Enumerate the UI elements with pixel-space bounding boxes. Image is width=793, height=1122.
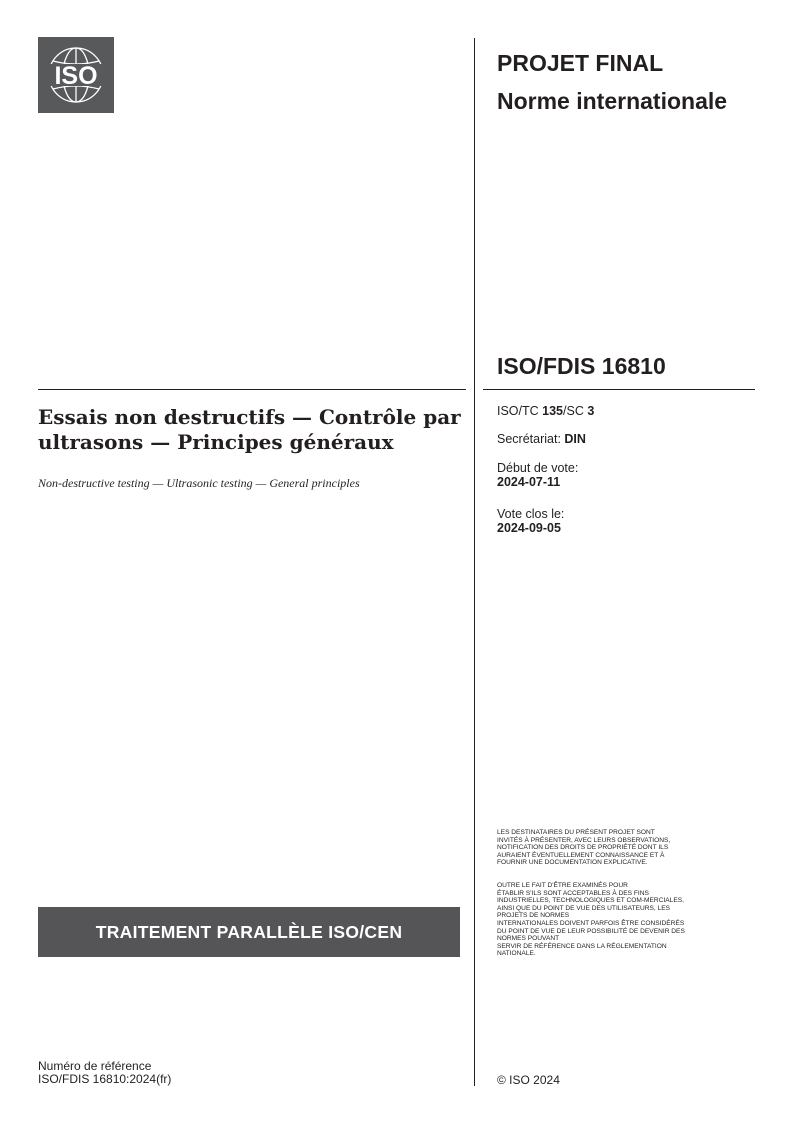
- iso-logo: [38, 37, 114, 113]
- standard-number: ISO/FDIS 16810: [497, 353, 666, 379]
- vote-start-date: 2024-07-11: [497, 475, 561, 489]
- vote-end-date: 2024-09-05: [497, 521, 561, 535]
- sc-prefix: /SC: [563, 404, 588, 418]
- notice-line: AURAIENT ÉVENTUELLEMENT CONNAISSANCE ET À: [497, 851, 665, 859]
- secretariat-value: DIN: [564, 432, 586, 446]
- logo-text: ISO: [54, 62, 98, 90]
- notice-line: INDUSTRIELLES, TECHNOLOGIQUES ET COM-MERCIALES,: [497, 897, 684, 905]
- notice-line: FOURNIR UNE DOCUMENTATION EXPLICATIVE.: [497, 859, 648, 867]
- title-english: Non-destructive testing — Ultrasonic testing — General principles: [38, 476, 360, 490]
- horizontal-divider-right: [483, 389, 755, 390]
- notice-line: LES DESTINATAIRES DU PRÉSENT PROJET SONT: [497, 829, 655, 836]
- secretariat-label: Secrétariat:: [497, 432, 565, 446]
- banner-text: TRAITEMENT PARALLÈLE ISO/CEN: [95, 921, 403, 942]
- committee-prefix: ISO/TC: [497, 404, 543, 418]
- reference-label: Numéro de référence: [38, 1059, 152, 1073]
- iso-globe-icon: [38, 37, 114, 113]
- header-projet-final: PROJET FINAL: [497, 50, 664, 76]
- reference-value: ISO/FDIS 16810:2024(fr): [38, 1072, 172, 1086]
- notice-paragraph-1: [497, 829, 759, 867]
- vertical-divider: [474, 38, 475, 1086]
- notice-line: NOTIFICATION DES DROITS DE PROPRIÉTÉ DONT ILS: [497, 844, 669, 852]
- notice-line: NORMES POUVANT: [497, 935, 560, 943]
- notice-line: PROJETS DE NORMES: [497, 912, 570, 920]
- parallel-processing-banner: [38, 907, 460, 957]
- notice-line: NATIONALE.: [497, 950, 536, 958]
- notice-line: DU POINT DE VUE DE LEUR POSSIBILITÉ DE DEVENIR DES: [497, 927, 685, 935]
- committee-line: [497, 404, 594, 418]
- horizontal-divider-left: [38, 389, 466, 390]
- tc-number: 135: [542, 404, 564, 418]
- notice-line: INTERNATIONALES DOIVENT PARFOIS ÊTRE CONSIDÉRÉS: [497, 919, 685, 927]
- notice-line: OUTRE LE FAIT D'ÊTRE EXAMINÉS POUR: [497, 882, 628, 889]
- copyright: © ISO 2024: [497, 1073, 560, 1087]
- notice-line: AINSI QUE DU POINT DE VUE DES UTILISATEURS, LES: [497, 904, 671, 912]
- sc-number: 3: [587, 404, 595, 418]
- notice-line: INVITÉS À PRÉSENTER, AVEC LEURS OBSERVATIONS,: [497, 836, 671, 844]
- notice-line: SERVIR DE RÉFÉRENCE DANS LA RÉGLEMENTATION: [497, 942, 667, 950]
- vote-end-label: Vote clos le:: [497, 507, 565, 521]
- notice-paragraph-2: [497, 882, 759, 958]
- secretariat-line: [497, 432, 586, 446]
- header-norme-internationale: Norme internationale: [497, 88, 728, 114]
- title-french: Essais non destructifs — Contrôle par ultrasons — Principes généraux: [38, 405, 461, 454]
- vote-start-label: Début de vote:: [497, 461, 579, 475]
- notice-line: ÉTABLIR S'ILS SONT ACCEPTABLES À DES FINS: [497, 889, 649, 897]
